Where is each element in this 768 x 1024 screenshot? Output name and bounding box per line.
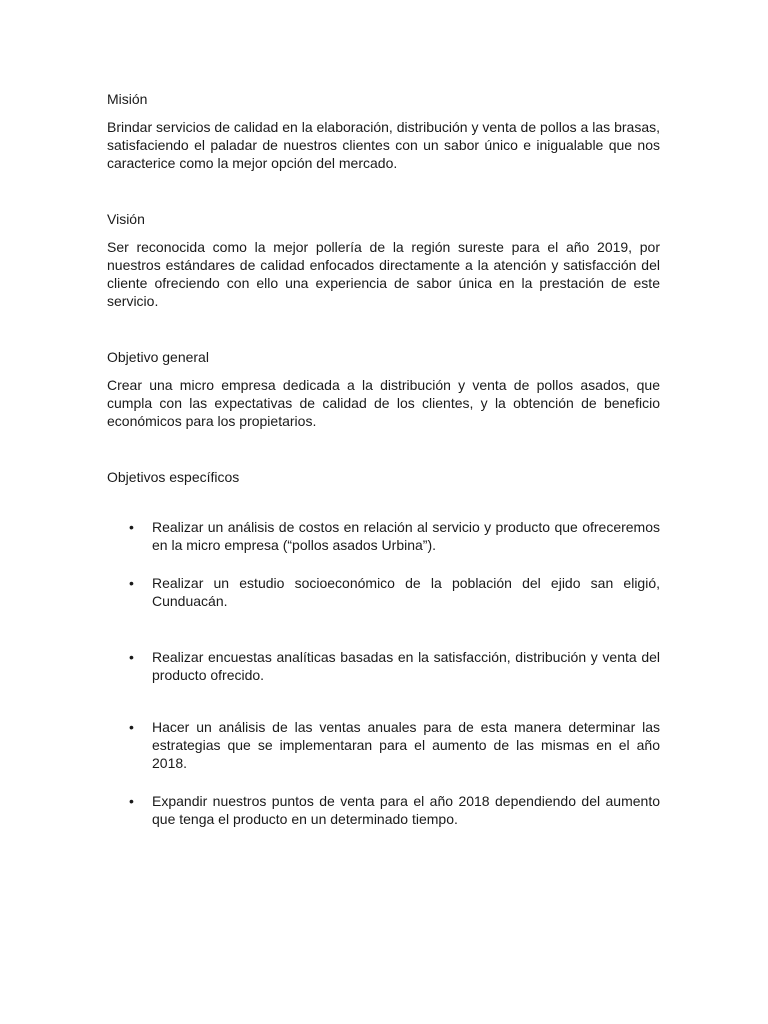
list-item-text: Realizar un estudio socioeconómico de la población del ejido san eligió, Cunduacán.	[152, 575, 660, 609]
vision-text: Ser reconocida como la mejor pollería de la región sureste para el año 2019, por nuestros estándares de calidad enfocados directamente a la atención y satisfacción del cliente ofreciendo con ello una experiencia de sabor única en la prestación de este servicio.	[107, 239, 660, 309]
bullet-icon: •	[129, 719, 134, 735]
vision-heading: Visión	[107, 211, 145, 227]
objetivo-general-text: Crear una micro empresa dedicada a la distribución y venta de pollos asados, que cumpla con las expectativas de calidad de los clientes, y la obtención de beneficio económicos para los propietarios.	[107, 377, 660, 429]
mision-text: Brindar servicios de calidad en la elaboración, distribución y venta de pollos a las brasas, satisfaciendo el paladar de nuestros clientes con un sabor único e inigualable que nos caracterice como la mejor opción del mercado.	[107, 119, 660, 171]
objetivos-especificos-heading: Objetivos específicos	[107, 469, 240, 485]
objetivos-especificos-section	[107, 468, 660, 496]
mision-heading: Misión	[107, 91, 148, 107]
list-item-text: Realizar encuestas analíticas basadas en la satisfacción, distribución y venta del producto ofrecido.	[152, 649, 660, 683]
objetivo-general-heading: Objetivo general	[107, 349, 209, 365]
bullet-icon: •	[129, 575, 134, 591]
list-item-text: Realizar un análisis de costos en relación al servicio y producto que ofreceremos en la micro empresa (“pollos asados Urbina”).	[152, 519, 660, 553]
bullet-icon: •	[129, 793, 134, 809]
vision-section	[107, 210, 660, 310]
objetivo-general-section	[107, 348, 660, 430]
bullet-icon: •	[129, 519, 134, 535]
mision-section	[107, 90, 660, 172]
list-item-text: Hacer un análisis de las ventas anuales para de esta manera determinar las estrategias que se implementaran para el aumento de las mismas en el año 2018.	[152, 719, 660, 771]
bullet-icon: •	[129, 649, 134, 665]
list-item-text: Expandir nuestros puntos de venta para el año 2018 dependiendo del aumento que tenga el producto en un determinado tiempo.	[152, 793, 660, 827]
